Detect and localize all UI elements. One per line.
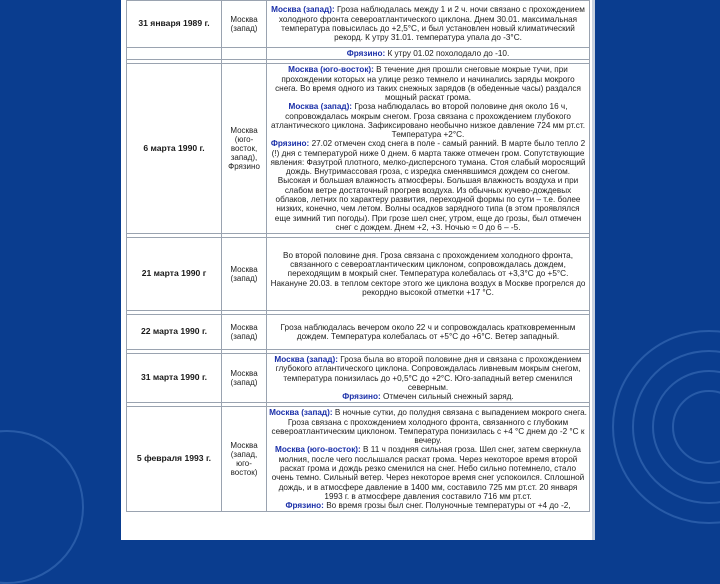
segment-text: К утру 01.02 похолодало до -10. xyxy=(387,49,510,58)
empty-cell xyxy=(127,48,222,60)
segment-text: 27.02 отмечен сход снега в поле - самый ранний. В марте было тепло 2 (!) дня с температурой ниже 0 днем. 6 марта также отмечен гром. Сопутствующие явления: Фазутрой плотного, мелко-дисперсного тумана. Стоя слабый моросящий дождь. Внутримассовая гроза, с изредка сменявшимся дождем со снегом. Высокая и большая влажность атмосферы. Большая влажность воздуха и при слабом ветре достаточный прогрев воздуха. Из обычных кучево-дождевых облаков, летних по характеру развития, переходной формы по сути – т.е. более низких, конечно, чем летом. Волны осадков зарядного типа (в этом проявлялся еще зимний тип погоды). При грозе шел снег, утром, еще до грозы, был отмечен снег с дождем. Днем +2, +3. Ночью ≈ 0 до 6 – -5. xyxy=(270,139,586,232)
description-segment xyxy=(269,408,587,445)
event-description xyxy=(267,315,590,350)
thunderstorm-table-body xyxy=(127,1,590,512)
description-segment xyxy=(269,323,587,342)
event-description xyxy=(267,1,590,48)
table-row xyxy=(127,407,590,512)
segment-location: Москва (юго-восток): xyxy=(288,65,374,75)
description-segment xyxy=(269,102,587,139)
segment-text: Гроза наблюдалась вечером около 22 ч и сопровождалась кратковременным дождем. Температура колебалась от +5°С до +6°С. Ветер западный. xyxy=(280,322,576,342)
event-location: Москва (запад, юго-восток) xyxy=(222,407,267,512)
segment-text: В течение дня прошли снеговые мокрые тучи, при прохождении которых на улице резко темнело и начинались заряды мокрого снега. Во время одного из таких снежных зарядов (в обеденные часы) раздался мощный раскат грома. xyxy=(275,65,581,103)
background-ripple-ring xyxy=(0,430,84,584)
event-description xyxy=(267,48,590,60)
segment-location: Фрязино: xyxy=(270,139,310,149)
description-segment xyxy=(269,355,587,392)
description-segment xyxy=(269,5,587,42)
description-segment xyxy=(269,392,587,401)
description-segment xyxy=(269,445,587,501)
event-date: 31 января 1989 г. xyxy=(127,1,222,48)
segment-text: В 11 ч поздняя сильная гроза. Шел снег, затем сверкнула молния, после чего послышался раскат грома. Через некоторое время второй раскат грома и дождь резко сменился на снег. Небо сильно потемнело, стало очень темно. Сильный ветер. Через некоторое время снег успокоился. Сплошной дождь, и в атмосфере давление в 1400 мм, составило 725 мм рт.ст. 20 января 1993 г. в атмосфере давления составило 716 мм рт.ст. xyxy=(271,445,585,501)
segment-text: Отмечен сильный снежный заряд. xyxy=(383,392,514,402)
event-location: Москва (юго-восток, запад), Фрязино xyxy=(222,64,267,234)
description-segment xyxy=(269,251,587,297)
segment-location: Москва (запад): xyxy=(288,102,353,112)
event-description xyxy=(267,354,590,403)
segment-location: Фрязино: xyxy=(285,501,324,511)
table-row xyxy=(127,315,590,350)
empty-cell xyxy=(222,48,267,60)
document-sheet xyxy=(121,0,595,540)
event-date: 22 марта 1990 г. xyxy=(127,315,222,350)
segment-text: Гроза была во второй половине дня и связана с прохождением глубокого атлантического циклона. Сопровождалась ливневым мокрым снегом, температура понизилась до +0,5°С до +2°С. Юго-западный ветер сменился северным. xyxy=(275,355,582,392)
segment-location: Москва (юго-восток): xyxy=(275,445,361,455)
segment-text: Гроза наблюдалась между 1 и 2 ч. ночи связано с прохождением холодного фронта североатлантического циклона. Днем 30.01. максимальная температура повысилась до +2,5°С, и был установлен новый климатический рекорд. К утру 31.01. температура упала до -3°С. xyxy=(278,5,585,43)
table-row xyxy=(127,1,590,48)
event-date: 31 марта 1990 г. xyxy=(127,354,222,403)
event-description xyxy=(267,238,590,311)
segment-location: Фрязино: xyxy=(346,49,386,58)
event-date: 21 марта 1990 г xyxy=(127,238,222,311)
event-location: Москва (запад) xyxy=(222,315,267,350)
segment-text: Гроза наблюдалась во второй половине дня около 16 ч, сопровождалась мокрым снегом. Гроза связана с прохождением глубокого атлантического циклона. Зафиксировано необычно низкое давление 724 мм рт.ст. Температура +2°С. xyxy=(271,102,585,140)
table-row-continuation xyxy=(127,48,590,60)
segment-text: В ночные сутки, до полудня связана с выпадением мокрого снега. Гроза связана с прохождением холодного фронта, связанного с глубоким североатлантическим циклоном. Температура понизилась с +4 °С днем до -2 °С к вечеру. xyxy=(271,408,587,446)
vertical-scrollbar[interactable] xyxy=(592,0,595,540)
event-location: Москва (запад) xyxy=(222,238,267,311)
segment-location: Фрязино: xyxy=(342,392,381,402)
table-row xyxy=(127,64,590,234)
segment-text: Во время грозы был снег. Полуночные температуры от +4 до -2, xyxy=(326,501,571,511)
description-segment xyxy=(269,501,587,510)
table-row xyxy=(127,238,590,311)
event-location: Москва (запад) xyxy=(222,1,267,48)
event-date: 5 февраля 1993 г. xyxy=(127,407,222,512)
segment-text: Во второй половине дня. Гроза связана с прохождением холодного фронта, связанного с североатлантическим циклоном, сопровождалась дождем, переходящим в мокрый снег. Температура колебалась от +3,3°С до +5°С. Накануне 20.03. в теплом секторе этого же циклона воздух в Москве прогрелся до рекордно высокой отметки +17 °С. xyxy=(270,250,586,297)
event-description xyxy=(267,64,590,234)
thunderstorm-table xyxy=(126,0,590,512)
segment-location: Москва (запад): xyxy=(271,5,335,15)
description-segment xyxy=(269,49,587,58)
description-segment xyxy=(269,65,587,102)
event-description xyxy=(267,407,590,512)
segment-location: Москва (запад): xyxy=(274,355,338,365)
event-location: Москва (запад) xyxy=(222,354,267,403)
description-segment xyxy=(269,139,587,232)
event-date: 6 марта 1990 г. xyxy=(127,64,222,234)
table-row xyxy=(127,354,590,403)
segment-location: Москва (запад): xyxy=(269,408,333,418)
